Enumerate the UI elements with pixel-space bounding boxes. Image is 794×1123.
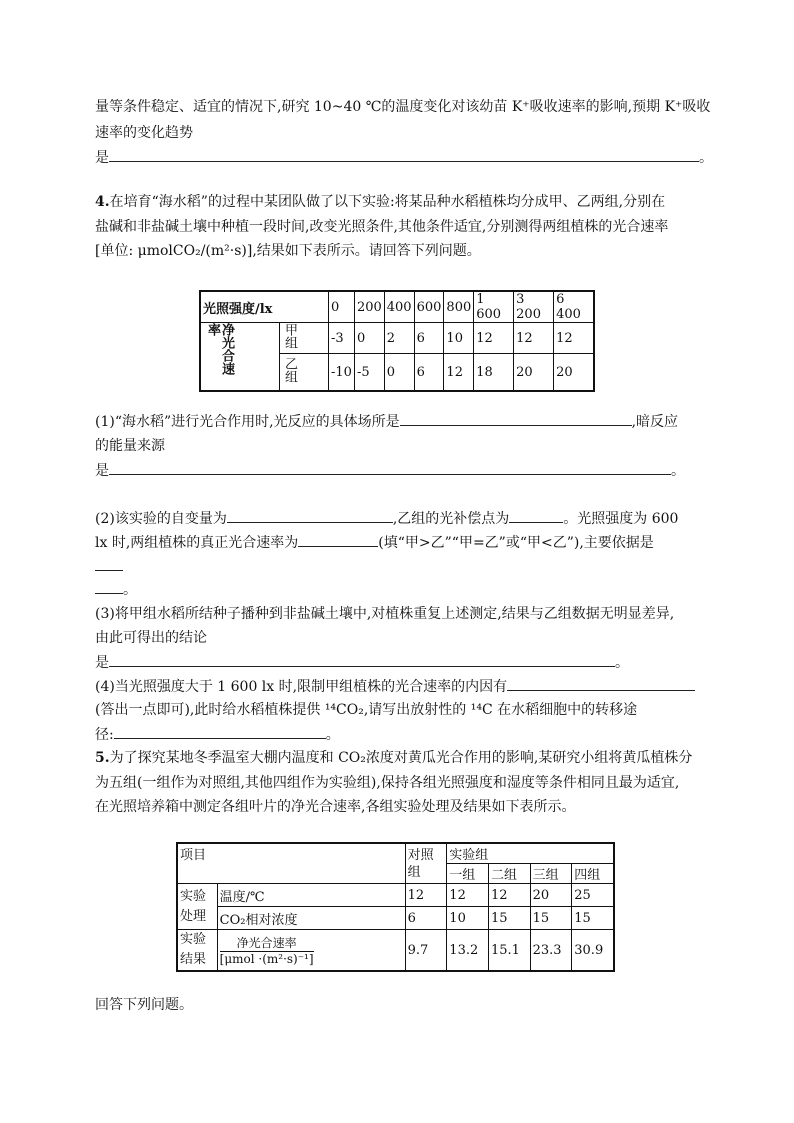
row-label-temp: 温度/℃ — [217, 884, 405, 907]
group-name: 甲组 — [282, 323, 297, 349]
q5-text-1: 为了探究某地冬季温室大棚内温度和 CO₂浓度对黄瓜光合作用的影响,某研究小组将黄瓜植株分 — [109, 750, 693, 766]
group-label-b — [280, 354, 329, 392]
table-cell: 0 — [329, 291, 355, 323]
table-row — [177, 843, 614, 864]
q4-sub2-text-b: ,乙组的光补偿点为 — [392, 511, 510, 527]
table-cell: 400 — [384, 291, 414, 323]
table-cell: 20 — [530, 884, 572, 907]
table-cell: 15 — [530, 907, 572, 930]
q4-sub3-prefix: 是 — [95, 655, 109, 671]
q4-sub4-line-3 — [95, 724, 340, 745]
q4-sub2-blank-2[interactable] — [509, 508, 563, 523]
q4-sub2-blank-1[interactable] — [227, 508, 393, 523]
row-label-text: 净光合速率 — [205, 323, 234, 375]
q4-sub1-suffix: 。 — [671, 463, 685, 479]
table-header-group: 四组 — [572, 864, 614, 884]
q4-sub4-line-2: (答出一点即可),此时给水稻植株提供 ¹⁴CO₂,请写出放射性的 ¹⁴C 在水稻细胞中的转移途 — [95, 702, 638, 718]
intro-answer-blank[interactable] — [109, 147, 699, 162]
q4-sub4-blank-1[interactable] — [507, 676, 695, 691]
row-label-result: 实验结果 — [177, 930, 217, 972]
table-header-control: 对照组 — [405, 843, 447, 884]
row-label-treatment: 实验处理 — [177, 884, 217, 930]
q4-sub2-line-3 — [95, 556, 123, 577]
q5-data-table — [176, 842, 615, 972]
table-cell: 15 — [572, 907, 614, 930]
table-cell: 1 600 — [474, 291, 514, 323]
intro-answer-prefix: 是 — [95, 150, 109, 166]
row-label-net-rate — [200, 323, 280, 392]
table-header-group: 三组 — [530, 864, 572, 884]
table-cell: 12 — [488, 884, 530, 907]
table-cell: 12 — [554, 323, 594, 354]
row-label-rate — [217, 930, 405, 972]
q4-sub2-blank-4[interactable] — [95, 556, 123, 571]
table-header-group: 二组 — [488, 864, 530, 884]
q4-sub4-blank-2[interactable] — [114, 724, 326, 739]
table-cell: 15.1 — [488, 930, 530, 972]
table-cell: 12 — [444, 354, 474, 392]
table-cell: 12 — [405, 884, 447, 907]
q4-sub2-text-a: (2)该实验的自变量为 — [95, 511, 227, 527]
table-row — [177, 884, 614, 907]
table-cell: 6 400 — [554, 291, 594, 323]
table-cell: 15 — [488, 907, 530, 930]
q4-line-1 — [95, 192, 665, 212]
q4-sub1-line-1 — [95, 411, 678, 432]
rate-label-denominator: [μmol ·(m²·s)⁻¹] — [219, 951, 314, 966]
intro-line-1: 量等条件稳定、适宜的情况下,研究 10~40 ℃的温度变化对该幼苗 K⁺吸收速率的影响,预期 K⁺吸收 — [95, 99, 711, 115]
q4-sub1-prefix: 是 — [95, 463, 109, 479]
table-cell: 800 — [444, 291, 474, 323]
q4-sub2-text-d: lx 时,两组植株的真正光合速率为 — [95, 535, 299, 551]
table-cell: 6 — [414, 354, 444, 392]
table-cell: 10 — [447, 907, 489, 930]
q4-sub3-line-3 — [95, 652, 629, 673]
q4-sub3-line-2: 由此可得出的结论 — [95, 630, 207, 646]
table-cell: 9.7 — [405, 930, 447, 972]
table-row — [177, 930, 614, 972]
table-cell: 18 — [474, 354, 514, 392]
q4-sub1-blank-2[interactable] — [109, 460, 671, 475]
q4-sub1-blank-1[interactable] — [400, 411, 632, 426]
table-cell: 10 — [444, 323, 474, 354]
table-row — [200, 291, 594, 323]
q4-sub4-prefix: 径: — [95, 727, 114, 743]
intro-line-2: 速率的变化趋势 — [95, 125, 193, 141]
table-header-item: 项目 — [177, 843, 405, 884]
q4-text-1: 在培育“海水稻”的过程中某团队做了以下实验:将某品种水稻植株均分成甲、乙两组,分别在 — [109, 194, 666, 210]
table-header-group: 一组 — [447, 864, 489, 884]
table-cell: 20 — [514, 354, 554, 392]
table-cell: 0 — [354, 323, 384, 354]
q4-sub1-line-2: 的能量来源 — [95, 438, 165, 454]
q4-sub2-blank-5[interactable] — [95, 579, 123, 594]
table-cell: 12 — [474, 323, 514, 354]
table-cell: -10 — [329, 354, 355, 392]
table-cell: 0 — [384, 354, 414, 392]
q4-sub1-text-b: ,暗反应 — [631, 414, 679, 430]
table-cell: 6 — [414, 323, 444, 354]
table-header-intensity: 光照强度/lx — [200, 291, 329, 323]
q4-sub2-text-c: 。光照强度为 600 — [563, 511, 679, 527]
q4-sub2-line-4 — [95, 579, 137, 600]
group-label-a — [280, 323, 329, 354]
table-row — [177, 907, 614, 930]
table-cell: 12 — [514, 323, 554, 354]
q4-sub2-blank-3[interactable] — [298, 532, 378, 547]
q5-number: 5. — [95, 750, 110, 766]
table-cell: 30.9 — [572, 930, 614, 972]
intro-answer-suffix: 。 — [699, 150, 713, 166]
q4-sub3-suffix: 。 — [615, 655, 629, 671]
q4-sub4-line-1 — [95, 676, 695, 697]
q4-sub2-line-2 — [95, 532, 654, 553]
table-cell: 23.3 — [530, 930, 572, 972]
q4-line-3: [单位: μmolCO₂/(m²·s)],结果如下表所示。请回答下列问题。 — [95, 243, 481, 259]
table-cell: 3 200 — [514, 291, 554, 323]
q5-closing: 回答下列问题。 — [95, 997, 193, 1013]
table-cell: 2 — [384, 323, 414, 354]
q4-data-table — [199, 290, 595, 392]
table-cell: 6 — [405, 907, 447, 930]
q4-sub2-text-e: (填“甲>乙”“甲=乙”或“甲<乙”),主要依据是 — [378, 535, 654, 551]
table-cell: 200 — [354, 291, 384, 323]
table-cell: 12 — [447, 884, 489, 907]
row-label-co2: CO₂相对浓度 — [217, 907, 405, 930]
rate-label-numerator: 净光合速率 — [220, 934, 314, 952]
q4-number: 4. — [95, 194, 110, 210]
q4-sub4-text-1: (4)当光照强度大于 1 600 lx 时,限制甲组植株的光合速率的内因有 — [95, 679, 508, 695]
table-cell: 600 — [414, 291, 444, 323]
table-row — [200, 323, 594, 354]
q4-line-2: 盐碱和非盐碱土壤中种植一段时间,改变光照条件,其他条件适宜,分别测得两组植株的光合速率 — [95, 219, 669, 235]
q5-line-3: 在光照培养箱中测定各组叶片的净光合速率,各组实验处理及结果如下表所示。 — [95, 799, 576, 815]
q4-sub1-text-a: (1)“海水稻”进行光合作用时,光反应的具体场所是 — [95, 414, 400, 430]
q4-sub2-suffix: 。 — [123, 582, 137, 598]
group-name: 乙组 — [282, 357, 297, 383]
q4-sub3-line-1: (3)将甲组水稻所结种子播种到非盐碱土壤中,对植株重复上述测定,结果与乙组数据无明显差异, — [95, 606, 675, 622]
q4-sub4-suffix: 。 — [325, 727, 340, 743]
q5-line-2: 为五组(一组作为对照组,其他四组作为实验组),保持各组光照强度和湿度等条件相同且最为适宜, — [95, 775, 680, 791]
table-cell: -5 — [354, 354, 384, 392]
q5-line-1 — [95, 748, 692, 768]
table-cell: 25 — [572, 884, 614, 907]
rate-unit-fraction — [220, 934, 314, 966]
intro-line-3 — [95, 147, 713, 168]
table-cell: 20 — [554, 354, 594, 392]
q4-sub1-line-3 — [95, 460, 685, 481]
q4-sub2-line-1 — [95, 508, 678, 529]
table-header-experiment: 实验组 — [447, 843, 614, 864]
table-cell: -3 — [329, 323, 355, 354]
table-cell: 13.2 — [447, 930, 489, 972]
q4-sub3-blank[interactable] — [109, 652, 615, 667]
